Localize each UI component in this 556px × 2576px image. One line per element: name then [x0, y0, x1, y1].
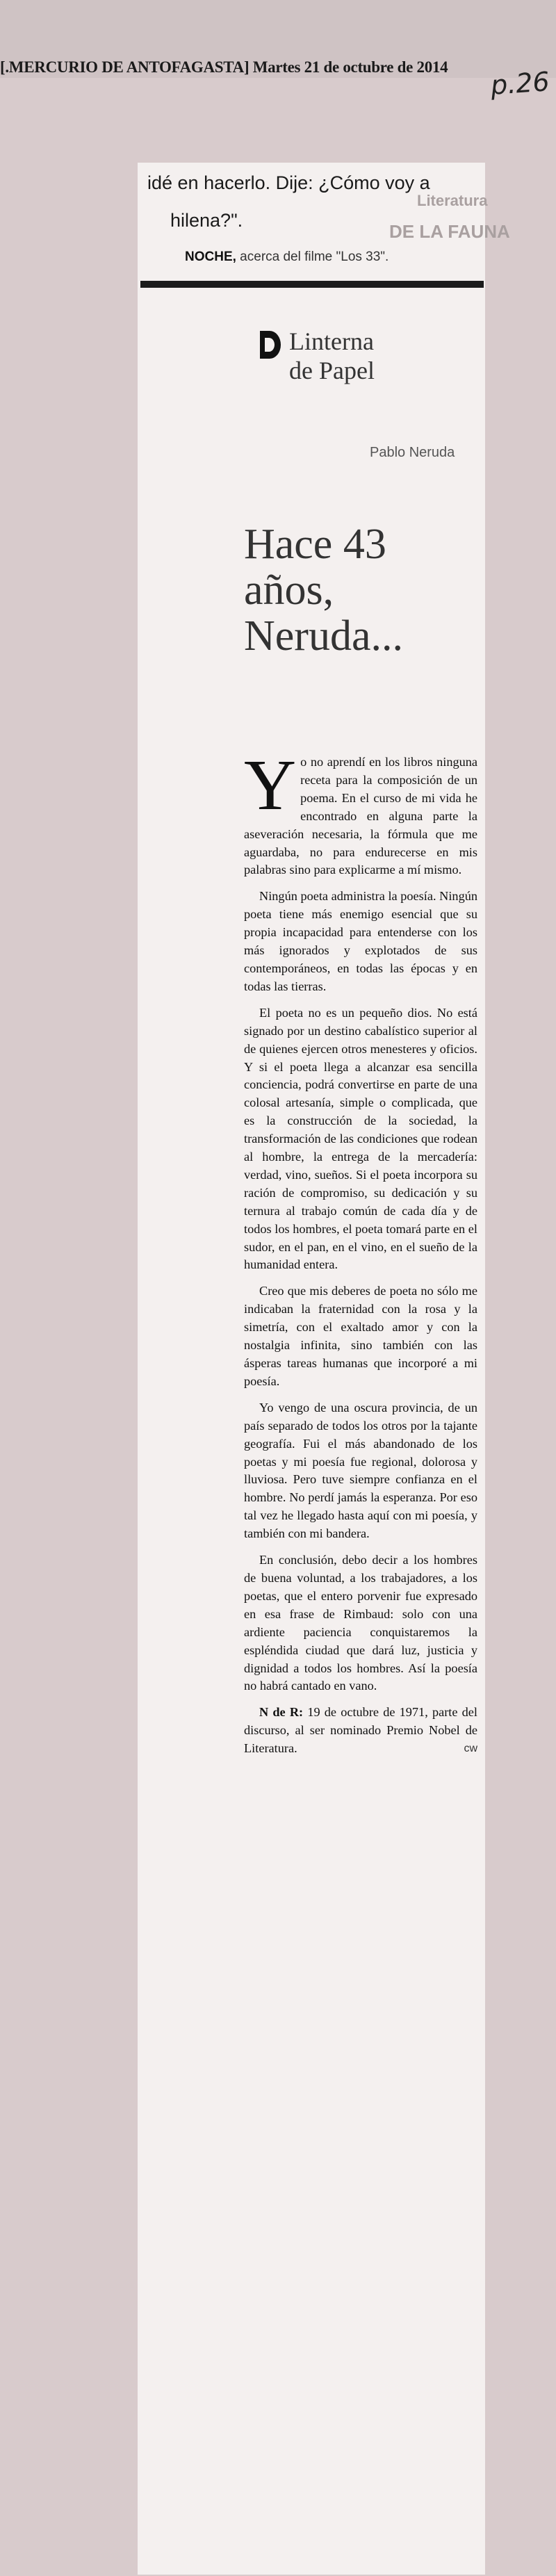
- end-mark: cw: [464, 1743, 477, 1755]
- editor-note: [244, 1704, 477, 1758]
- headline-line: años,: [244, 566, 334, 614]
- section-logo-icon: [259, 329, 282, 360]
- previous-article-credit: [185, 250, 389, 265]
- paragraph-text: o no aprendí en los libros ninguna receta para la composición de un poema. En el curso de mi vida he encontrado en alguna parte la aseveración necesaria, la fórmula que me aguardaba, no para endurecerse en mis palabras sino para explicarme a mí mismo.: [244, 755, 477, 877]
- previous-article-quote-line2: hilena?".: [170, 210, 243, 231]
- section-divider-rule: [140, 281, 484, 288]
- article-paragraph: El poeta no es un pequeño dios. No está signado por un destino cabalístico superior al de quienes ejercen otros menesteres y oficios. Y si el poeta llega a alcanzar esa sencilla conciencia, podrá convertirse en parte de una colosal artesanía, simple o complicada, que es la construcción de la sociedad, la transformación de las condiciones que rodean al hombre, la entrega de la mercadería: verdad, vino, sueños. Si el poeta incorpora su ración de compromiso, su dedicación y su ternura al trabajo común de cada día y de todos los hombres, el poeta tomará parte en el sudor, en el pan, en el vino, en el sueño de la humanidad entera.: [244, 1005, 477, 1272]
- previous-article-quote-line1: idé en hacerlo. Dije: ¿Cómo voy a: [147, 172, 430, 193]
- headline-line: Hace 43: [244, 521, 386, 568]
- editor-note-lead: N de R:: [259, 1705, 304, 1720]
- credit-name: NOCHE,: [185, 250, 236, 264]
- article-paragraph: Creo que mis deberes de poeta no sólo me indicaban la fraternidad con la rosa y la simetría, con el exaltado amor y con la nostalgia infinita, sino también con las ásperas tareas humanas que incorporé a mi poesía.: [244, 1284, 477, 1388]
- article-headline: [244, 521, 473, 659]
- bleed-through-line-1: Literatura: [417, 192, 488, 209]
- article-paragraph: En conclusión, debo decir a los hombres de buena voluntad, a los trabajadores, a los poetas, que el entero porvenir fue expresado en esa frase de Rimbaud: solo con una ardiente paciencia conquistaremos la espléndida ciudad que dará luz, justicia y dignidad a todos los hombres. Así la poesía no habrá cantado en vano.: [244, 1553, 477, 1693]
- section-name-line1: Linterna: [289, 327, 374, 355]
- bleed-through-line-2: DE LA FAUNA: [389, 221, 510, 242]
- article-author: Pablo Neruda: [370, 445, 455, 460]
- section-name-line2: de Papel: [289, 357, 375, 384]
- article-body: [244, 745, 477, 1766]
- credit-rest: acerca del filme "Los 33".: [236, 250, 389, 264]
- headline-line: Neruda...: [244, 612, 403, 660]
- section-name: [289, 327, 470, 385]
- article-paragraph: Ningún poeta administra la poesía. Ningún poeta tiene más enemigo esencial que su propia incapacidad para entenderse con los más ignorados y explotados de sus contemporáneos, en todas las épocas y en todas las tierras.: [244, 889, 477, 993]
- editor-note-text: 19 de octubre de 1971, parte del discurso, al ser nominado Premio Nobel de Literatura.: [244, 1705, 477, 1756]
- newspaper-masthead: [.MERCURIO DE ANTOFAGASTA] Martes 21 de octubre de 2014: [0, 58, 448, 76]
- drop-cap: Y: [244, 745, 297, 825]
- article-paragraph: [244, 745, 477, 879]
- handwritten-page-ref: p.26: [489, 66, 550, 101]
- article-paragraph: Yo vengo de una oscura provincia, de un país separado de todos los otros por la tajante geografía. Fui el más abandonado de los poetas y mi poesía fue regional, dolorosa y lluviosa. Pero tuve siempre confianza en el hombre. No perdí jamás la esperanza. Por eso tal vez he llegado hasta aquí con mi poesía, y también con mi bandera.: [244, 1400, 477, 1541]
